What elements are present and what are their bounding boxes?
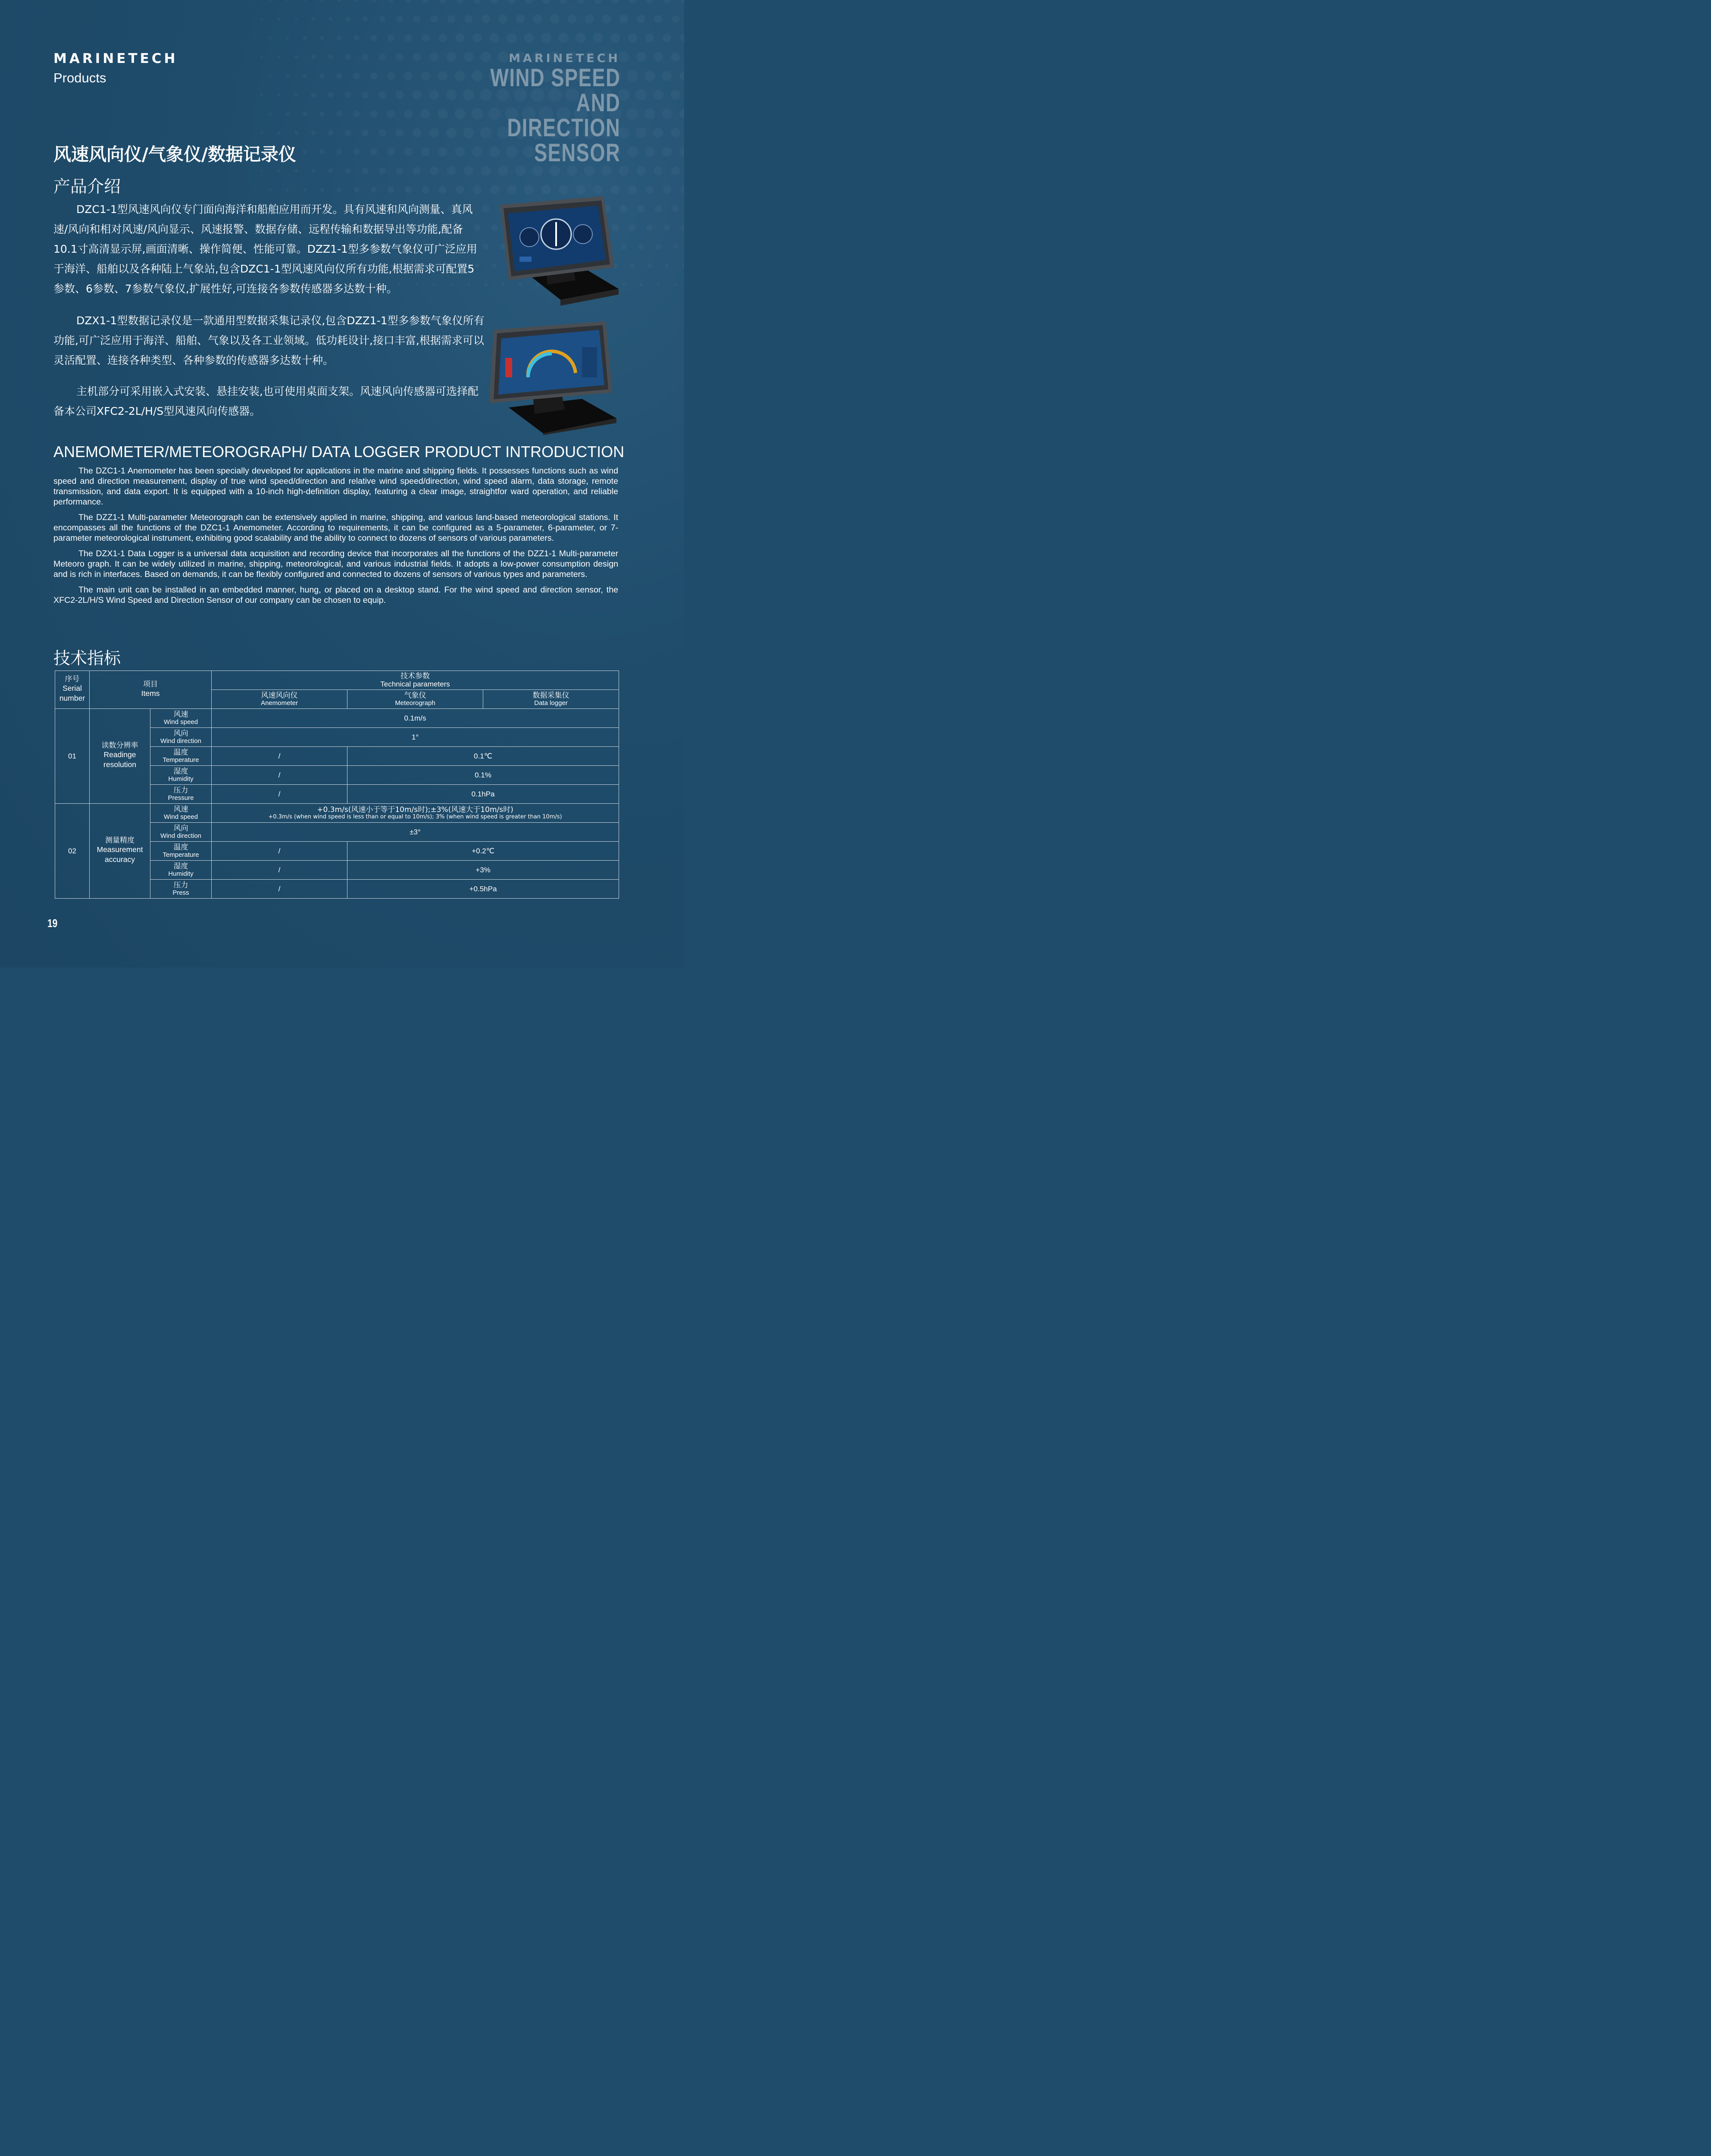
header-items (90, 671, 212, 709)
param-cell (150, 804, 212, 823)
value-cell: 1° (212, 728, 619, 747)
value-cell-anemometer: / (212, 842, 347, 861)
anemometer-device-image (496, 196, 619, 310)
right-title-line: WIND SPEED (490, 64, 620, 92)
en-paragraph: The DZZ1-1 Multi-parameter Meteorograph can be extensively applied in marine, shipping, and various land-based meteorological stations. It encompasses all the functions of the DZC1-1 Anemometer. According to requirements, it can be configured as a 5-parameter, 6-parameter, or 7-parameter meteorological instrument, exhibiting good scalability and the ability to connect to dozens of sensors of various parameters. (53, 513, 618, 543)
header-col2-en: Meteorograph (395, 699, 435, 707)
param-en: Humidity (168, 775, 194, 783)
param-en: Humidity (168, 870, 194, 877)
param-cn: 温度 (173, 748, 188, 757)
param-en: Wind direction (160, 832, 202, 840)
param-cn: 风向 (173, 729, 188, 738)
param-cn: 风向 (173, 824, 188, 833)
param-cell (150, 861, 212, 880)
param-cn: 湿度 (173, 862, 188, 871)
header-tech-en: Technical parameters (380, 680, 450, 688)
value-cell (212, 804, 619, 823)
right-title-line: SENSOR (534, 139, 620, 167)
param-cn: 压力 (173, 881, 188, 890)
group-name-en: Measurement accuracy (97, 845, 143, 864)
header-serial-en: Serial number (59, 683, 85, 703)
header-data-logger (483, 690, 619, 709)
header-anemometer (212, 690, 347, 709)
value-cell: ±3° (212, 823, 619, 842)
page-title: 风速风向仪/气象仪/数据记录仪 (53, 144, 296, 165)
right-title (490, 66, 620, 166)
header-serial-cn: 序号 (65, 674, 80, 683)
serial-cell: 01 (55, 709, 90, 804)
param-en: Temperature (163, 756, 199, 764)
group-name-cell (90, 804, 150, 899)
english-body (53, 466, 618, 611)
spec-table (55, 671, 619, 899)
page (0, 0, 684, 968)
data-logger-device-image (483, 321, 616, 436)
header-serial (55, 671, 90, 709)
header-tech-cn: 技术参数 (400, 671, 430, 680)
cn-paragraph: DZX1-1型数据记录仪是一款通用型数据采集记录仪,包含DZZ1-1型多参数气象仪所有功能,可广泛应用于海洋、船舶、气象以及各工业领域。低功耗设计,接口丰富,根据需求可以灵活配置、连接各种类型、各种参数的传感器多达数十种。 (53, 314, 485, 367)
group-name-en: Readinge resolution (103, 750, 136, 769)
param-cell (150, 728, 212, 747)
value-cell: +3% (347, 861, 619, 880)
section-label: Products (53, 70, 106, 85)
en-paragraph: The DZX1-1 Data Logger is a universal data acquisition and recording device that incorporates all the functions of the DZZ1-1 Multi-parameter Meteoro graph. It can be widely utilized in marine, shipping, meteorological, and various industrial fields. It adopts a low-power consumption design and is rich in interfaces. Based on demands, it can be flexibly configured and connected to dozens of sensors of various types and parameters. (53, 549, 618, 579)
value-cell: +0.2℃ (347, 842, 619, 861)
param-cell (150, 747, 212, 766)
page-number: 19 (47, 917, 58, 930)
param-en: Wind speed (163, 813, 198, 821)
value-cell-anemometer: / (212, 785, 347, 804)
param-cell (150, 709, 212, 728)
right-title-line: AND (576, 89, 620, 117)
param-en: Press (172, 889, 189, 896)
param-cell (150, 823, 212, 842)
param-cell (150, 785, 212, 804)
section-heading-intro: 产品介绍 (53, 177, 121, 197)
right-title-line: DIRECTION (507, 114, 620, 142)
value-en: +0.3m/s (when wind speed is less than or equal to 10m/s); 3% (when wind speed is greater than 10m/s) (268, 813, 562, 820)
cn-paragraph: 主机部分可采用嵌入式安装、悬挂安装,也可使用桌面支架。风速风向传感器可选择配备本公司XFC2-2L/H/S型风速风向传感器。 (53, 385, 479, 417)
header-col1-cn: 风速风向仪 (261, 691, 298, 700)
group-name-cell (90, 709, 150, 804)
value-cell-anemometer: / (212, 766, 347, 785)
param-cn: 温度 (173, 843, 188, 852)
cn-paragraph: DZC1-1型风速风向仪专门面向海洋和船舶应用而开发。具有风速和风向测量、真风速/风向和相对风速/风向显示、风速报警、数据存储、远程传输和数据导出等功能,配备10.1寸高清显示屏,画面清晰、操作简便、性能可靠。DZZ1-1型多参数气象仪可广泛应用于海洋、船舶以及各种陆上气象站,包含DZC1-1型风速风向仪所有功能,根据需求可配置5参数、6参数、7参数气象仪,扩展性好,可连接各参数传感器多达数十种。 (53, 203, 477, 295)
value-cell: 0.1m/s (212, 709, 619, 728)
value-cell-anemometer: / (212, 747, 347, 766)
en-paragraph: The main unit can be installed in an embedded manner, hung, or placed on a desktop stand. For the wind speed and direction sensor, the XFC2-2L/H/S Wind Speed and Direction Sensor of our company can be chosen to equip. (53, 585, 618, 605)
serial-cell: 02 (55, 804, 90, 899)
en-paragraph: The DZC1-1 Anemometer has been specially developed for applications in the marine and shipping fields. It possesses functions such as wind speed and direction measurement, display of true wind speed/direction and relative wind speed/direction, wind speed alarm, data storage, remote transmission, and data export. It is equipped with a 10-inch high-definition display, featuring a clear image, straightfor ward operation, and reliable performance. (53, 466, 618, 507)
param-cell (150, 880, 212, 899)
header-col2-cn: 气象仪 (404, 691, 426, 700)
value-cell-anemometer: / (212, 861, 347, 880)
param-cn: 风速 (173, 805, 188, 814)
value-cell: 0.1hPa (347, 785, 619, 804)
value-cell: +0.5hPa (347, 880, 619, 899)
param-en: Temperature (163, 851, 199, 859)
value-cn: +0.3m/s(风速小于等于10m/s时);±3%(风速大于10m/s时) (317, 805, 513, 814)
header-meteorograph (347, 690, 483, 709)
group-name-cn: 读数分辨率 (101, 741, 138, 750)
table-row (55, 709, 619, 728)
param-cell (150, 766, 212, 785)
param-cn: 压力 (173, 786, 188, 795)
param-cn: 湿度 (173, 767, 188, 776)
param-cn: 风速 (173, 710, 188, 719)
group-name-cn: 测量精度 (105, 836, 135, 845)
value-cell: 0.1% (347, 766, 619, 785)
table-row (55, 804, 619, 823)
value-cell-anemometer: / (212, 880, 347, 899)
header-tech-params (212, 671, 619, 690)
header-col1-en: Anemometer (261, 699, 298, 707)
spec-section-title: 技术指标 (53, 649, 121, 668)
table-header-row (55, 671, 619, 690)
param-en: Wind direction (160, 737, 202, 745)
brand-logo: MARINETECH (53, 51, 178, 66)
header-items-en: Items (141, 689, 160, 698)
english-section-title: ANEMOMETER/METEOROGRAPH/ DATA LOGGER PRODUCT INTRODUCTION (53, 443, 625, 461)
param-en: Pressure (168, 794, 194, 802)
header-items-cn: 项目 (143, 680, 158, 689)
header-col3-en: Data logger (534, 699, 568, 707)
right-brand-logo: MARINETECH (509, 52, 620, 65)
value-cell: 0.1℃ (347, 747, 619, 766)
param-en: Wind speed (163, 718, 198, 726)
param-cell (150, 842, 212, 861)
header-col3-cn: 数据采集仪 (532, 691, 569, 700)
